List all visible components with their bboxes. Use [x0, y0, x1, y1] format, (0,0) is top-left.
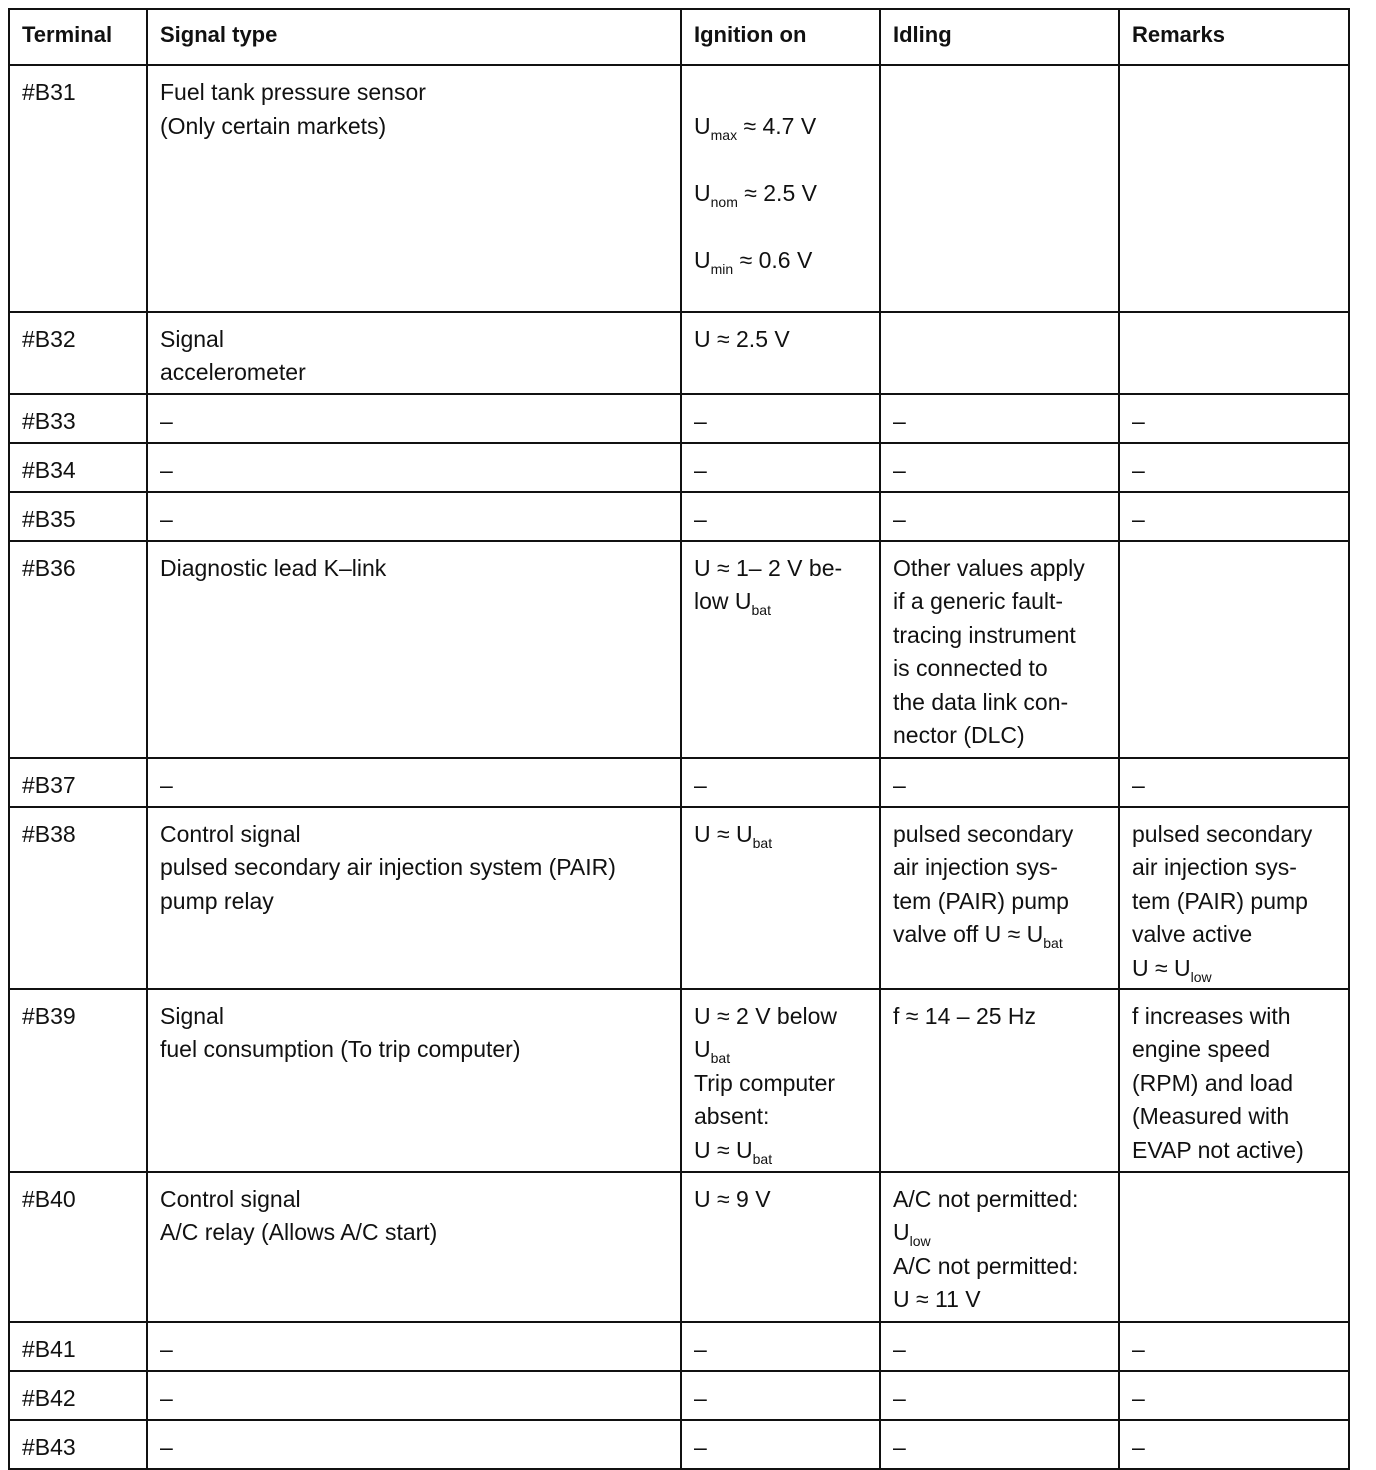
- ignition-cell: U ≈ 2.5 V: [681, 312, 880, 394]
- idling-cell: –: [880, 394, 1119, 443]
- idling-cell: [880, 807, 1119, 989]
- idling-cell: [880, 1172, 1119, 1322]
- terminal-cell: #B37: [9, 758, 147, 807]
- remarks-cell: –: [1119, 758, 1349, 807]
- idling-cell: [880, 312, 1119, 394]
- table-row: [9, 312, 1349, 394]
- header-ignition-on: Ignition on: [681, 9, 880, 65]
- signal-cell: Signal fuel consumption (To trip computer): [147, 989, 681, 1172]
- idling-cell: –: [880, 443, 1119, 492]
- idling-value: A/C not permitted: U ≈ 11 V: [893, 1252, 1079, 1312]
- terminal-cell: #B36: [9, 541, 147, 758]
- ignition-cell: –: [681, 443, 880, 492]
- idling-cell: [880, 65, 1119, 312]
- signal-cell: –: [147, 1322, 681, 1371]
- ignition-cell: U ≈ 9 V: [681, 1172, 880, 1322]
- table-row: [9, 1322, 1349, 1371]
- ignition-value-rest: ≈ 4.7 V: [737, 112, 817, 139]
- table-row: [9, 758, 1349, 807]
- signal-cell: –: [147, 1420, 681, 1469]
- ignition-value: U ≈ 1– 2 V be- low U: [694, 554, 843, 614]
- terminal-cell: #B33: [9, 394, 147, 443]
- header-remarks: Remarks: [1119, 9, 1349, 65]
- signal-cell: Signal accelerometer: [147, 312, 681, 394]
- remarks-cell: f increases with engine speed (RPM) and load (Measured with EVAP not active): [1119, 989, 1349, 1172]
- ignition-cell: [681, 807, 880, 989]
- ignition-value-base: U: [694, 246, 711, 273]
- remarks-cell: –: [1119, 1322, 1349, 1371]
- signal-cell: Diagnostic lead K–link: [147, 541, 681, 758]
- remarks-cell: [1119, 541, 1349, 758]
- header-row: [9, 9, 1349, 65]
- table-row: [9, 541, 1349, 758]
- ignition-value-sub: bat: [710, 1050, 731, 1066]
- ignition-cell: [681, 541, 880, 758]
- ignition-value: Trip computer absent: U ≈ U: [694, 1069, 836, 1163]
- ignition-value: U ≈ 2 V below U: [694, 1002, 838, 1062]
- idling-cell: –: [880, 1322, 1119, 1371]
- table-row: [9, 65, 1349, 312]
- ignition-cell: –: [681, 394, 880, 443]
- ignition-value-base: U: [694, 112, 711, 139]
- idling-cell: –: [880, 1371, 1119, 1420]
- remarks-value: pulsed secondary air injection sys- tem (PAIR) pump valve active U ≈ U: [1132, 820, 1313, 981]
- terminal-cell: #B43: [9, 1420, 147, 1469]
- remarks-cell: –: [1119, 394, 1349, 443]
- ignition-cell: –: [681, 492, 880, 541]
- ignition-value-rest: ≈ 2.5 V: [737, 179, 817, 206]
- remarks-cell: [1119, 65, 1349, 312]
- ignition-cell: –: [681, 1371, 880, 1420]
- remarks-cell: [1119, 312, 1349, 394]
- ignition-cell: –: [681, 1322, 880, 1371]
- terminal-cell: #B31: [9, 65, 147, 312]
- idling-value-sub: bat: [1043, 935, 1063, 951]
- signal-cell: –: [147, 394, 681, 443]
- ignition-cell: [681, 989, 880, 1172]
- table-row: [9, 1371, 1349, 1420]
- terminal-cell: #B40: [9, 1172, 147, 1322]
- ignition-value-rest: ≈ 0.6 V: [733, 246, 813, 273]
- idling-cell: f ≈ 14 – 25 Hz: [880, 989, 1119, 1172]
- idling-value-sub: low: [909, 1233, 931, 1249]
- terminal-cell: #B34: [9, 443, 147, 492]
- terminal-cell: #B32: [9, 312, 147, 394]
- terminal-cell: #B39: [9, 989, 147, 1172]
- signal-cell: Fuel tank pressure sensor (Only certain markets): [147, 65, 681, 312]
- table-row: [9, 394, 1349, 443]
- ignition-value-base: U: [694, 179, 711, 206]
- ignition-value: U ≈ U: [694, 820, 753, 847]
- remarks-cell: [1119, 1172, 1349, 1322]
- idling-cell: –: [880, 1420, 1119, 1469]
- remarks-cell: –: [1119, 1371, 1349, 1420]
- signal-cell: Control signal A/C relay (Allows A/C start): [147, 1172, 681, 1322]
- ignition-value-sub: bat: [751, 602, 771, 618]
- remarks-value-sub: low: [1190, 968, 1212, 985]
- idling-value: A/C not permitted: U: [893, 1185, 1079, 1245]
- header-signal-type: Signal type: [147, 9, 681, 65]
- signal-cell: Control signal pulsed secondary air injection system (PAIR) pump relay: [147, 807, 681, 989]
- terminal-cell: #B41: [9, 1322, 147, 1371]
- idling-cell: Other values apply if a generic fault- tracing instrument is connected to the data link con- nector (DLC): [880, 541, 1119, 758]
- ignition-value-sub: max: [710, 126, 738, 143]
- terminal-signal-table: [8, 8, 1350, 1470]
- remarks-cell: [1119, 807, 1349, 989]
- terminal-cell: #B35: [9, 492, 147, 541]
- ignition-value-sub: bat: [752, 834, 773, 851]
- table-row: [9, 492, 1349, 541]
- table-row: [9, 1172, 1349, 1322]
- signal-cell: –: [147, 492, 681, 541]
- signal-cell: –: [147, 1371, 681, 1420]
- ignition-value-sub: nom: [710, 193, 738, 210]
- idling-cell: –: [880, 758, 1119, 807]
- signal-cell: –: [147, 758, 681, 807]
- table-row: [9, 807, 1349, 989]
- ignition-cell: [681, 65, 880, 312]
- table-row: [9, 1420, 1349, 1469]
- ignition-cell: –: [681, 1420, 880, 1469]
- header-terminal: Terminal: [9, 9, 147, 65]
- remarks-cell: –: [1119, 492, 1349, 541]
- ignition-value-sub: min: [710, 260, 734, 277]
- terminal-cell: #B38: [9, 807, 147, 989]
- remarks-cell: –: [1119, 1420, 1349, 1469]
- terminal-cell: #B42: [9, 1371, 147, 1420]
- idling-value: pulsed secondary air injection sys- tem (PAIR) pump valve off U ≈ U: [893, 820, 1074, 947]
- ignition-cell: –: [681, 758, 880, 807]
- table-row: [9, 989, 1349, 1172]
- ignition-value-sub: bat: [752, 1150, 773, 1167]
- remarks-cell: –: [1119, 443, 1349, 492]
- idling-cell: –: [880, 492, 1119, 541]
- signal-cell: –: [147, 443, 681, 492]
- table-row: [9, 443, 1349, 492]
- header-idling: Idling: [880, 9, 1119, 65]
